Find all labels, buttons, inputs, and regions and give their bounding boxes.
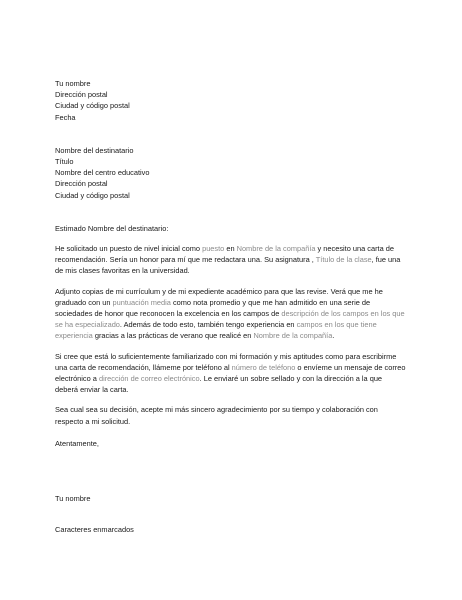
sender-city-zip[interactable]: Ciudad y código postal	[55, 101, 130, 111]
p2-text-4: gracias a las prácticas de verano que realicé en	[92, 331, 254, 341]
sender-address-block	[55, 78, 407, 123]
placeholder-email-address[interactable]: dirección de correo electrónico	[98, 374, 200, 384]
placeholder-phone-number[interactable]: número de teléfono	[231, 362, 296, 372]
paragraph-credentials[interactable]	[55, 286, 407, 342]
placeholder-experience-fields[interactable]: campos en los que tiene experiencia	[55, 320, 377, 341]
paragraph-contact[interactable]	[55, 351, 407, 396]
placeholder-internship-company[interactable]: Nombre de la compañía	[253, 331, 333, 341]
p1-text-4: , fue una de mis clases favoritas en la universidad.	[55, 255, 401, 276]
placeholder-specialization-fields[interactable]: descripción de los campos en los que se ha especializado	[55, 309, 405, 330]
sender-name[interactable]: Tu nombre	[55, 79, 91, 88]
recipient-address-block	[55, 145, 407, 201]
salutation[interactable]: Estimado Nombre del destinatario:	[55, 223, 169, 233]
placeholder-position[interactable]: puesto	[202, 244, 225, 254]
sender-street-address[interactable]: Dirección postal	[55, 90, 108, 100]
p1-text-2: en	[224, 244, 237, 254]
letter-body	[55, 78, 407, 535]
letter-date[interactable]: Fecha	[55, 112, 76, 122]
p2-text-1: Adjunto copias de mi currículum y de mi expediente académico para que las revise. Verá que me he graduado con un	[55, 286, 383, 307]
p3-text-1: Si cree que está lo suficientemente familiarizado con mi formación y mis aptitudes como para escribirme una carta de recomendación, llámeme por teléfono al	[55, 351, 397, 372]
recipient-school[interactable]: Nombre del centro educativo	[55, 168, 150, 178]
paragraph-request[interactable]	[55, 243, 407, 277]
p3-text-2: o envíeme un mensaje de correo electrónico a	[55, 362, 406, 384]
p2-text-5: .	[332, 331, 335, 341]
recipient-street-address[interactable]: Dirección postal	[55, 179, 108, 189]
p2-text-2: como nota promedio y que me han admitido en una serie de sociedades de honor que reconocen la excelencia en los campos de	[55, 297, 371, 319]
signature-name[interactable]: Tu nombre	[55, 494, 91, 504]
closing[interactable]: Atentamente,	[55, 438, 99, 448]
paragraph-thanks[interactable]: Sea cual sea su decisión, acepte mi más sincero agradecimiento por su tiempo y colaboración con respecto a mi solicitud.	[55, 405, 378, 426]
p3-text-3: . Le enviaré un sobre sellado y con la dirección a la que deberá enviar la carta.	[55, 374, 383, 395]
p2-text-3: . Además de todo esto, también tengo experiencia en	[119, 320, 297, 330]
recipient-city-zip[interactable]: Ciudad y código postal	[55, 190, 130, 200]
placeholder-gpa[interactable]: puntuación media	[112, 297, 171, 307]
placeholder-class-title[interactable]: Título de la clase	[315, 255, 372, 265]
p1-text-3: y necesito una carta de recomendación. Sería un honor para mí que me redactara una. Su asignatura ,	[55, 244, 394, 265]
recipient-name[interactable]: Nombre del destinatario	[55, 145, 134, 155]
recipient-title[interactable]: Título	[55, 157, 74, 167]
signature-framed-characters[interactable]: Caracteres enmarcados	[55, 525, 134, 535]
placeholder-company-name[interactable]: Nombre de la compañía	[236, 244, 316, 254]
p1-text-1: He solicitado un puesto de nivel inicial como	[55, 244, 203, 254]
